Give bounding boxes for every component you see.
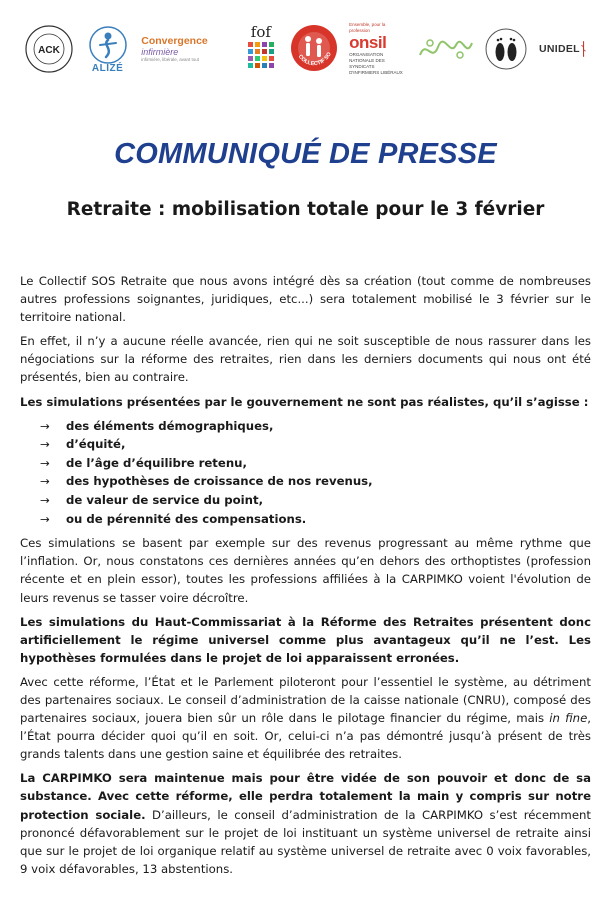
alize-logo: [85, 21, 131, 77]
list-item-text: d’équité,: [66, 437, 126, 452]
sos-retraite-logo: [289, 21, 339, 77]
alize-logo-text: ALIZÉ: [91, 62, 124, 74]
list-item-text: des hypothèses de croissance de nos revenus,: [66, 474, 373, 489]
simulations-bullet-list: [20, 417, 591, 529]
convergence-infirmiere-logo: [141, 29, 233, 69]
list-item-text: des éléments démographiques,: [66, 418, 274, 433]
arrow-right-icon: →: [40, 455, 50, 470]
paragraph-intro: Le Collectif SOS Retraite que nous avons intégré dès sa création (tout comme de nombreuses autres professions soignantes, juridiques, etc...) sera totalement mobilisé le 3 février sur le territoire national.: [20, 274, 591, 325]
list-item: [40, 510, 591, 529]
list-item-text: de valeur de service du point,: [66, 493, 264, 508]
list-item: [40, 491, 591, 510]
carpimko-bold-text: La CARPIMKO sera maintenue mais pour être vidée de son pouvoir et donc de sa substance. Avec cette réforme, elle perdra totalement la main y compris sur notre protection sociale.: [20, 771, 591, 822]
arrow-right-icon: →: [40, 511, 50, 526]
partner-logos: [24, 18, 587, 80]
list-item: [40, 454, 591, 473]
hcrr-bold-text: Les simulations du Haut-Commissariat à la Réforme des Retraites présentent donc artificiellement le régime universel comme plus avantageux qu’il ne l’est. Les hypothèses formulées dans le projet de loi apparaissent erronées.: [20, 614, 591, 665]
document-title: COMMUNIQUÉ DE PRESSE: [114, 138, 497, 170]
paragraph-carpimko: [20, 769, 591, 878]
list-item-text: de l’âge d’équilibre retenu,: [66, 455, 247, 470]
carpimko-rest-text: D’ailleurs, le conseil d’administration de la CARPIMKO s’est récemment prononcé défavorablement sur le projet de loi instituant un système universel de retraite ainsi que sur le projet de loi organique relatif au système universel de retraite avec 0 voix favorables, 9 voix défavorables, 13 abstentions.: [20, 807, 591, 876]
fof-logo: [244, 21, 278, 77]
paragraph-simulations-heading: [20, 393, 591, 411]
arrow-right-icon: →: [40, 418, 50, 433]
paragraph-no-progress: En effet, il n’y a aucune réelle avancée, rien qui ne soit susceptible de nous rassurer dans les négociations sur la réforme des retraites, rien dans les derniers documents qui nous ont été présentés, bien au contraire.: [20, 334, 591, 385]
fof-logo-text: fof: [250, 23, 271, 41]
press-release-body: [20, 272, 591, 884]
onsil-logo-slogan: Ensemble, pour la profession: [349, 22, 386, 33]
onsil-logo-text: onsil: [349, 33, 387, 52]
green-line-logo: [416, 29, 474, 69]
paragraph-hcrr: [20, 613, 591, 667]
paragraph-state-control: [20, 673, 591, 763]
list-item-text: ou de pérennité des compensations.: [66, 511, 307, 526]
convergence-logo-tagline: infirmière, libérale, avant tout: [141, 56, 200, 62]
arrow-right-icon: →: [40, 474, 50, 489]
feet-logo: [484, 27, 528, 71]
unidel-logo: [539, 34, 587, 64]
unidel-logo-text: UNIDEL: [539, 43, 580, 55]
state-control-text-a: Avec cette réforme, l’État et le Parlement piloteront pour l’essentiel le système, au détriment des partenaires sociaux. Le conseil d’administration de la caisse nationale (CNRU), composé des partenaires sociaux, jouera bien sûr un rôle dans le pilotage financier du régime, mais: [20, 674, 591, 726]
simulations-heading-text: Les simulations présentées par le gouvernement ne sont pas réalistes, qu’il s’agisse :: [20, 394, 589, 409]
convergence-logo-text: Convergence: [141, 34, 208, 47]
document-subtitle: Retraite : mobilisation totale pour le 3 février: [66, 199, 545, 220]
list-item: [40, 417, 591, 436]
arrow-right-icon: →: [40, 493, 50, 508]
state-control-emphasis: in fine: [549, 711, 588, 726]
arrow-right-icon: →: [40, 437, 50, 452]
list-item: [40, 472, 591, 491]
sos-logo-ring-text: COLLECTIF SO: [296, 51, 333, 68]
paragraph-inflation: Ces simulations se basent par exemple sur des revenus progressant au même rythme que l’inflation. Or, nous constatons ces dernières années qu’en dehors des orthoptistes (profession récente et en plein essor), toutes les professions affiliées à la CARPIMKO voient l'évolution de leurs revenus se tasser voire décroître.: [20, 536, 591, 605]
ack-logo-text: ACK: [38, 45, 60, 56]
convergence-logo-subtext: infirmière: [141, 46, 179, 57]
onsil-logo-subtext: ORGANISATION NATIONALE DES SYNDICATS D'INFIRMIERS LIBÉRAUX: [349, 52, 403, 75]
ack-logo: [24, 23, 74, 75]
state-control-text-b: , l’État pourra décider quoi qu’il en soit. Or, celui-ci n’a pas démontré jusqu’à présent de très grands talents dans une gestion saine et équilibrée des retraites.: [20, 711, 591, 762]
list-item: [40, 435, 591, 454]
onsil-logo: [349, 22, 405, 75]
